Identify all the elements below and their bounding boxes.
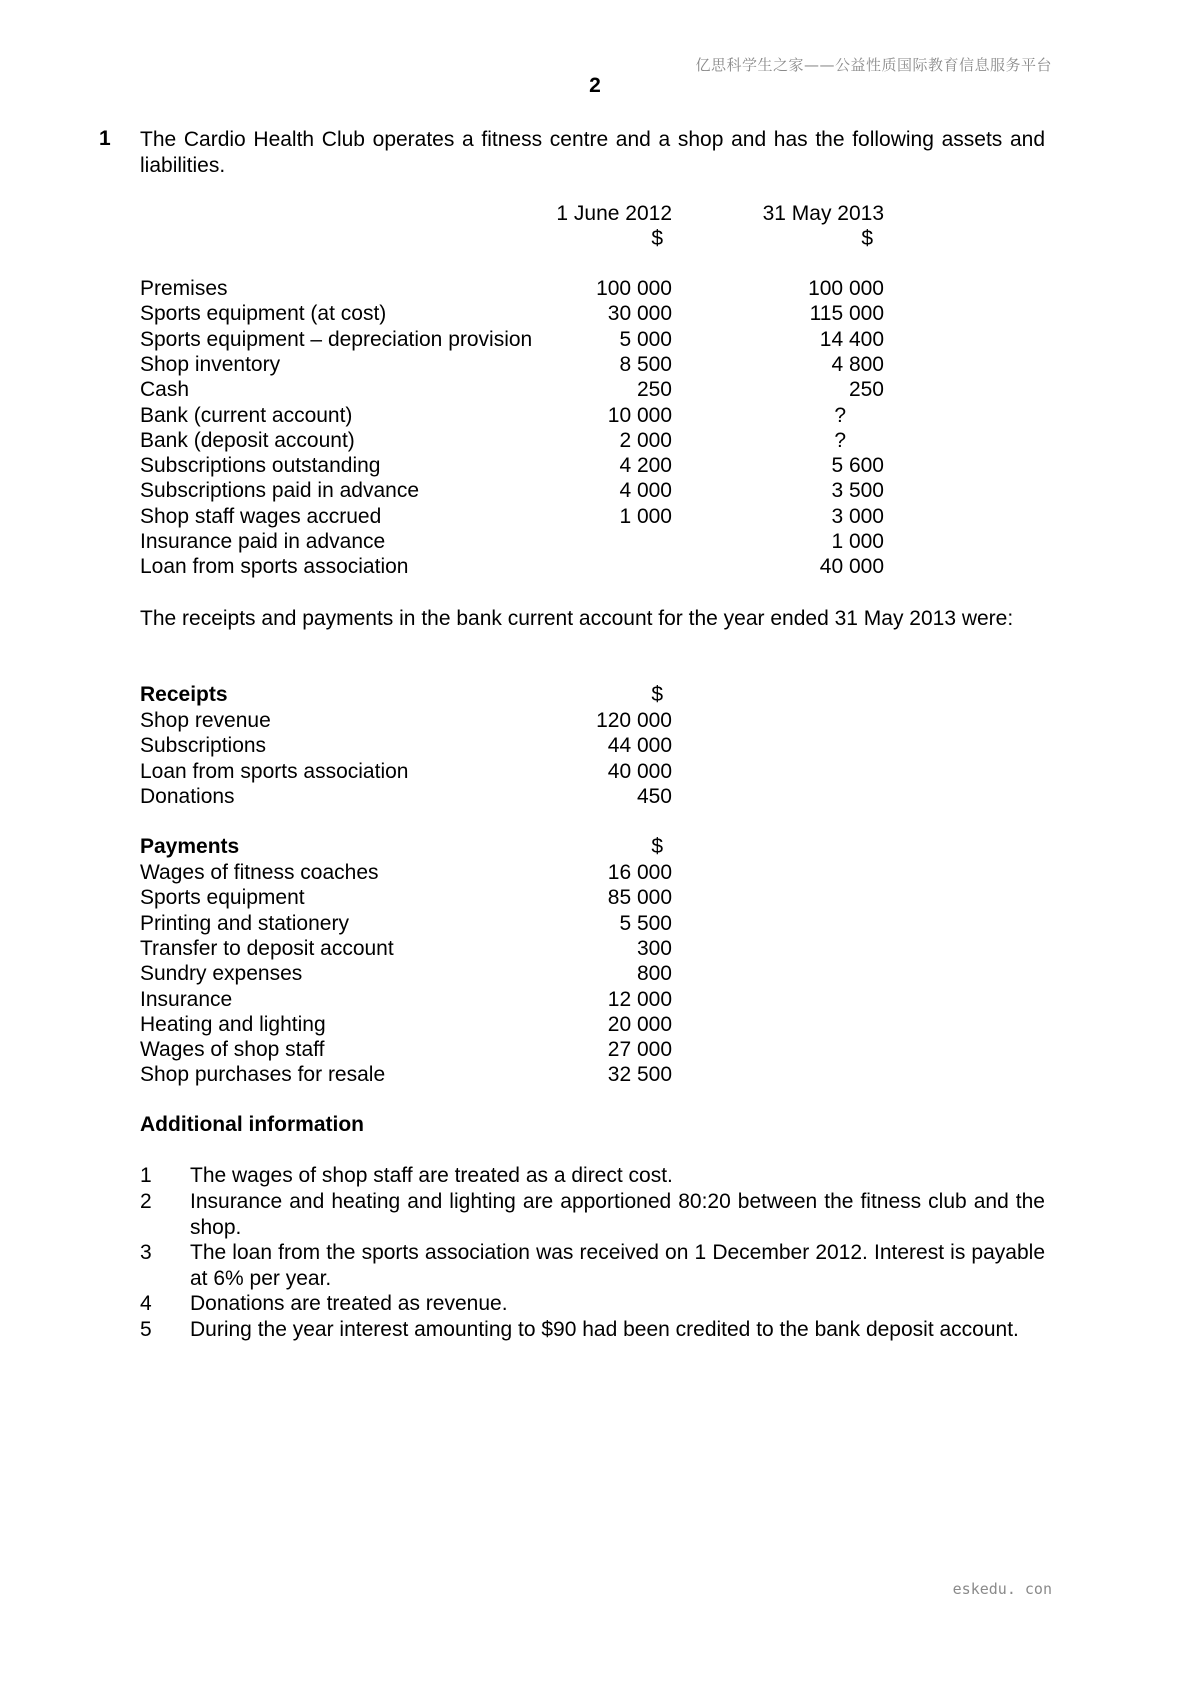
payments-heading: Payments <box>140 835 240 858</box>
header-watermark: 亿思科学生之家——公益性质国际教育信息服务平台 <box>695 56 1052 74</box>
payment-label: Heating and lighting <box>140 1012 326 1036</box>
balance-value-2013: 3 000 <box>831 504 884 528</box>
balance-row-label: Premises <box>140 277 228 300</box>
payment-label: Printing and stationery <box>140 911 349 935</box>
balance-value-2012: 1 000 <box>619 504 672 528</box>
col1-header: 1 June 2012 <box>556 202 672 225</box>
balance-value-2013: 40 000 <box>819 555 884 579</box>
balance-row-label: Cash <box>140 378 190 402</box>
balance-row-label: Subscriptions outstanding <box>140 454 381 478</box>
info-item-text: Donations are treated as revenue. <box>190 1292 508 1315</box>
payment-value: 27 000 <box>607 1038 672 1062</box>
payment-value: 12 000 <box>607 987 672 1011</box>
balance-value-2013: 14 400 <box>819 327 884 351</box>
receipts-currency: $ <box>651 683 663 706</box>
payment-value: 16 000 <box>607 861 672 884</box>
receipts-heading: Receipts <box>140 683 228 706</box>
balance-value-2013: 4 800 <box>831 352 884 376</box>
info-item-number: 2 <box>140 1190 152 1213</box>
balance-value-2013: 1 000 <box>831 530 884 553</box>
payments-currency: $ <box>651 835 663 858</box>
balance-row-label: Loan from sports association <box>140 555 409 579</box>
balance-value-2013: 3 500 <box>831 479 884 503</box>
receipt-value: 40 000 <box>607 759 672 783</box>
info-item-text: Insurance and heating and lighting are apportioned 80:20 between the fitness club and the shop. <box>190 1190 1045 1239</box>
additional-heading: Additional information <box>140 1113 364 1136</box>
question-intro: The Cardio Health Club operates a fitness centre and a shop and has the following assets and liabilities. <box>140 128 1045 177</box>
info-item-number: 5 <box>140 1318 152 1341</box>
receipt-label: Shop revenue <box>140 709 271 732</box>
payment-value: 20 000 <box>607 1012 672 1036</box>
receipt-value: 450 <box>636 784 672 808</box>
payment-value: 32 500 <box>607 1063 672 1087</box>
payment-label: Shop purchases for resale <box>140 1063 386 1087</box>
info-item-text: The wages of shop staff are treated as a direct cost. <box>190 1164 673 1187</box>
page-number: 2 <box>589 74 601 97</box>
balance-value-2013: 250 <box>848 378 884 402</box>
balance-value-2013: ? <box>834 403 846 427</box>
info-item-text: The loan from the sports association was received on 1 December 2012. Interest is payable at 6% per year. <box>190 1241 1045 1290</box>
balance-row-label: Sports equipment (at cost) <box>140 302 387 326</box>
info-item-text: During the year interest amounting to $90 had been credited to the bank deposit account. <box>190 1318 1019 1341</box>
bank-intro: The receipts and payments in the bank current account for the year ended 31 May 2013 were: <box>140 607 1014 630</box>
receipt-value: 120 000 <box>596 709 672 732</box>
balance-row-label: Sports equipment – depreciation provision <box>140 327 533 351</box>
receipt-label: Loan from sports association <box>140 759 409 783</box>
receipt-label: Donations <box>140 784 235 808</box>
payment-label: Insurance <box>140 987 233 1011</box>
payment-value: 5 500 <box>619 911 672 935</box>
info-item-number: 4 <box>140 1292 152 1315</box>
footer-watermark: eskedu. con <box>952 1580 1052 1598</box>
balance-value-2013: ? <box>834 428 846 452</box>
balance-value-2012: 2 000 <box>619 428 672 452</box>
payment-label: Wages of fitness coaches <box>140 861 379 884</box>
balance-value-2012: 5 000 <box>619 327 672 351</box>
col2-header: 31 May 2013 <box>762 202 884 225</box>
balance-value-2012: 4 200 <box>619 454 672 478</box>
receipt-label: Subscriptions <box>140 734 267 758</box>
balance-value-2013: 5 600 <box>831 454 884 478</box>
info-item-number: 1 <box>140 1164 152 1187</box>
payment-label: Wages of shop staff <box>140 1038 325 1062</box>
balance-row-label: Bank (deposit account) <box>140 428 355 452</box>
payment-label: Sports equipment <box>140 886 305 910</box>
payment-value: 800 <box>636 962 672 986</box>
balance-row-label: Subscriptions paid in advance <box>140 479 420 503</box>
balance-value-2012: 30 000 <box>607 302 672 326</box>
payment-value: 85 000 <box>607 886 672 910</box>
payment-label: Sundry expenses <box>140 962 303 986</box>
balance-value-2013: 100 000 <box>808 277 884 300</box>
receipt-value: 44 000 <box>607 734 672 758</box>
payment-value: 300 <box>636 936 672 960</box>
balance-row-label: Bank (current account) <box>140 403 353 427</box>
balance-value-2012: 8 500 <box>619 352 672 376</box>
balance-value-2012: 4 000 <box>619 479 672 503</box>
balance-value-2012: 250 <box>636 378 672 402</box>
balance-row-label: Insurance paid in advance <box>140 530 386 553</box>
question-number: 1 <box>99 127 111 150</box>
col1-currency: $ <box>651 227 663 250</box>
balance-value-2012: 10 000 <box>607 403 672 427</box>
balance-row-label: Shop inventory <box>140 352 281 376</box>
info-item-number: 3 <box>140 1241 152 1264</box>
payment-label: Transfer to deposit account <box>140 936 394 960</box>
balance-value-2012: 100 000 <box>596 277 672 300</box>
col2-currency: $ <box>861 227 873 250</box>
balance-value-2013: 115 000 <box>809 302 884 326</box>
balance-row-label: Shop staff wages accrued <box>140 504 382 528</box>
